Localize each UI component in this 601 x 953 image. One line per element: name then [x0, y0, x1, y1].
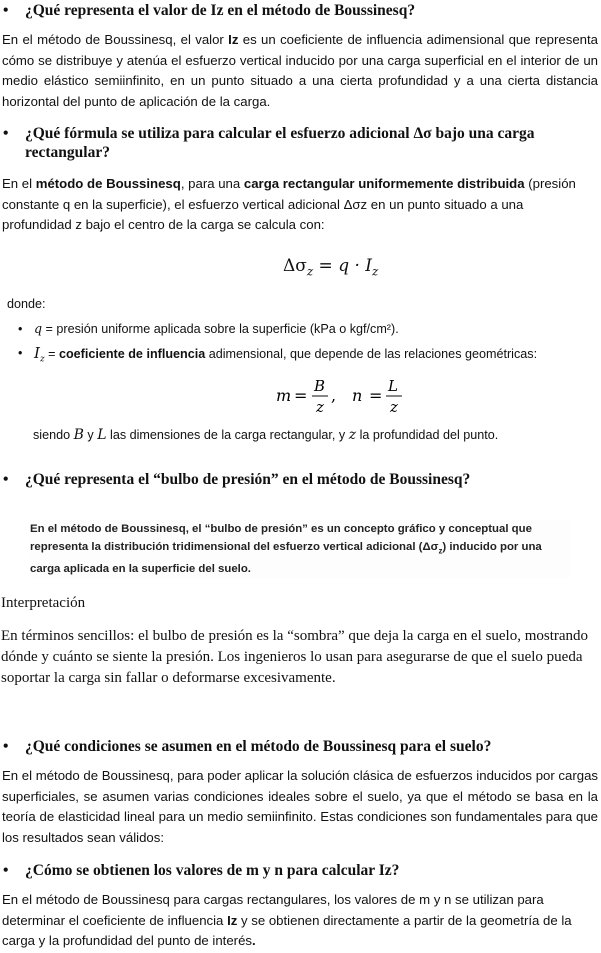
- bullet: •: [3, 862, 9, 879]
- question-heading-m-n: • ¿Cómo se obtienen los valores de m y n para calcular Iz?: [3, 862, 400, 879]
- bullet: •: [3, 2, 9, 19]
- B-symbol: B: [314, 377, 326, 395]
- paragraph-interpretacion: En términos sencillos: el bulbo de presión es la “sombra” que deja la carga en el suelo, mostrando dónde y cuánto se siente la presión. Los ingenieros lo usan para asegurarse de que el suelo pueda soportar la carga sin fallar o deformarse excesivamente.: [1, 628, 589, 686]
- paragraph-rectangular-load: En el método de Boussinesq, para una carga rectangular uniformemente distribuida (presión constante q en la superficie), el esfuerzo vertical adicional Δσz en un punto situado a una profundidad z bajo el centro de la carga se calcula con:: [2, 176, 576, 232]
- paragraph-condiciones: En el método de Boussinesq, para poder aplicar la solución clásica de esfuerzos inducidos por cargas superficiales, se asumen varias condiciones ideales sobre el suelo, ya que el método se basa en la teoría de elasticidad lineal para un medio semiinfinito. Estas condiciones son fundamentales para que los resultados sean válidos:: [2, 768, 598, 845]
- question-heading-iz: • ¿Qué representa el valor de Iz en el método de Boussinesq?: [3, 2, 416, 19]
- bullet: •: [3, 471, 9, 488]
- question-heading-condiciones: • ¿Qué condiciones se asumen en el método de Boussinesq para el suelo?: [3, 738, 492, 755]
- equals-sign: =: [369, 386, 383, 405]
- bullet: •: [3, 125, 9, 142]
- paragraph-m-n-values: En el método de Boussinesq para cargas rectangulares, los valores de m y n se utilizan para determinar el coeficiente de influencia Iz y se obtienen directamente a partir de la geometría de la carga y la profundidad del punto de interés.: [2, 892, 572, 948]
- definition-iz: • $I_z$ = coeficiente de influencia adimensional, que depende de las relaciones geométricas:: [18, 344, 538, 365]
- z-symbol: z: [390, 398, 398, 416]
- L-symbol: L: [388, 377, 398, 395]
- definition-q: • q = presión uniforme aplicada sobre la superficie (kPa o kgf/cm²).: [18, 321, 399, 336]
- formula-m-n-svg: [276, 372, 416, 418]
- interpretacion-heading: Interpretación: [1, 595, 86, 611]
- formula-delta-sigma: $\Delta\sigma_z = q \cdot I_z$: [283, 256, 379, 279]
- z-symbol: z: [316, 398, 324, 416]
- paragraph-iz-definition: En el método de Boussinesq, el valor Iz es un coeficiente de influencia adimensional que representa cómo se distribuye y atenúa el esfuerzo vertical inducido por una carga superficial en el interior de un medio elástico semiinfinito, en un punto situado a una cierta profundidad y a una cierta distancia horizontal del punto de aplicación de la carga.: [2, 32, 598, 109]
- m-symbol: m: [276, 386, 292, 405]
- paragraph-bulbo-definition: En el método de Boussinesq, el “bulbo de presión” es un concepto gráfico y conceptual que representa la distribución tridimensional del esfuerzo vertical adicional $(\Delta\sigma_z)$ inducido por una carga aplicada en la superficie del suelo.: [30, 520, 570, 578]
- bullet: •: [18, 322, 23, 336]
- bullet: •: [18, 346, 23, 360]
- siendo-line: siendo B y L las dimensiones de la carga rectangular, y z la profundidad del punto.: [33, 427, 499, 443]
- comma: ,: [331, 386, 337, 405]
- bullet: •: [3, 738, 9, 755]
- donde-label: donde:: [7, 297, 46, 311]
- formula-m-n: [276, 372, 416, 418]
- question-heading-formula: • ¿Qué fórmula se utiliza para calcular el esfuerzo adicional Δσ bajo una carga rectangular?: [3, 125, 535, 161]
- equals-sign: =: [294, 386, 308, 405]
- question-heading-bulbo: • ¿Qué representa el “bulbo de presión” en el método de Boussinesq?: [3, 471, 471, 488]
- n-symbol: n: [352, 386, 363, 405]
